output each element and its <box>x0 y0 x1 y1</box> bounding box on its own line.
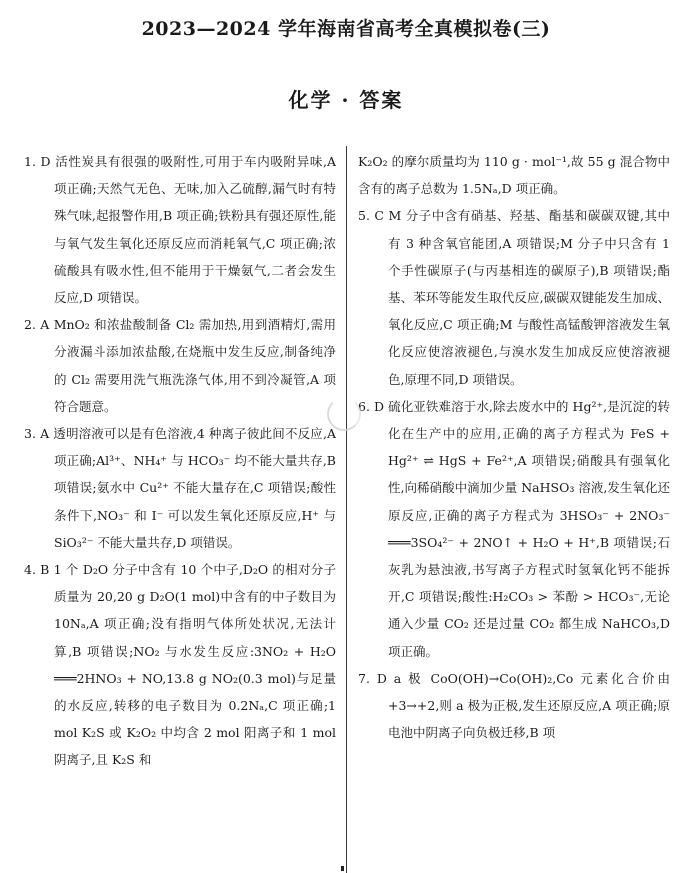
answer-continuation <box>358 148 670 202</box>
answer-text: 硫化亚铁难溶于水,除去废水中的 Hg²⁺,是沉淀的转化在生产中的应用,正确的离子方程式为 FeS + Hg²⁺ ⇌ HgS + Fe²⁺,A 项错误;硝酸具有强氧化性,向稀硝酸中滴加少量 NaHSO₃ 溶液,发生氧化还原反应,正确的离子方程式为 3HSO₃⁻ + 2NO₃⁻ ═══3SO₄²⁻ + 2NO↑ + H₂O + H⁺,B 项错误;石灰乳为悬浊液,书写离子方程式时氢氧化钙不能拆开,C 项错误;酸性:H₂CO₃ > 苯酚 > HCO₃⁻,无论通入少量 CO₂ 还是过量 CO₂ 都生成 NaHCO₃,D 项正确。 <box>384 398 670 659</box>
answer-number: 4. B <box>24 562 50 578</box>
answer-column-left <box>24 148 336 868</box>
answer-text: K₂O₂ 的摩尔质量均为 110 g · mol⁻¹,故 55 g 混合物中含有的离子总数为 1.5Nₐ,D 项正确。 <box>358 154 670 197</box>
answer-item <box>358 665 670 747</box>
answer-item <box>24 556 336 774</box>
answer-number: 7. D <box>358 670 387 686</box>
answer-item <box>358 202 670 392</box>
answer-number: 1. D <box>24 154 51 169</box>
answer-item <box>24 420 336 556</box>
answer-text: 透明溶液可以是有色溶液,4 种离子彼此间不反应,A 项正确;Al³⁺、NH₄⁺ 与 HCO₃⁻ 均不能大量共存,B 项错误;氨水中 Cu²⁺ 不能大量存在,C 项错误;酸性条件下,NO₃⁻ 和 I⁻ 可以发生氧化还原反应,H⁺ 与 SiO₃²⁻ 不能大量共存,D 项错误。 <box>49 426 336 550</box>
answer-text: 活性炭具有很强的吸附性,可用于车内吸附异味,A 项正确;天然气无色、无味,加入乙硫醇,漏气时有特殊气味,起报警作用,B 项正确;铁粉具有强还原性,能与氧气发生氧化还原反应而消耗氧气,C 项正确;浓硫酸具有吸水性,但不能用于干燥氨气,二者会发生反应,D 项错误。 <box>50 154 336 306</box>
answer-column-right <box>358 148 670 868</box>
answer-number: 3. A <box>24 426 50 442</box>
answer-text: M 分子中含有硝基、羟基、酯基和碳碳双键,其中有 3 种含氧官能团,A 项错误;M 分子中只含有 1 个手性碳原子(与丙基相连的碳原子),B 项错误;酯基、苯环等能发生取代反应,碳碳双键能发生加成、氧化反应,C 项正确;M 与酸性高锰酸钾溶液发生氧化反应使溶液褪色,与溴水发生加成反应使溶液褪色,原理不同,D 项错误。 <box>383 208 670 387</box>
page-marker <box>341 866 344 871</box>
page-subtitle: 化学 · 答案 <box>288 88 404 112</box>
page-title: 2023—2024 学年海南省高考全真模拟卷(三) <box>141 18 551 40</box>
answer-item <box>24 148 336 311</box>
answer-text: 1 个 D₂O 分子中含有 10 个中子,D₂O 的相对分子质量为 20,20 g D₂O(1 mol)中含有的中子数目为 10Nₐ,A 项正确;没有指明气体所处状况,无法计算,B 项错误;NO₂ 与水发生反应:3NO₂ + H₂O ═══2HNO₃ + NO,13.8 g NO₂(0.3 mol)与足量的水反应,转移的电子数目为 0.2Nₐ,C 项正确;1 mol K₂S 或 K₂O₂ 中均含 2 mol 阳离子和 1 mol 阴离子,且 K₂S 和 <box>49 562 336 768</box>
answer-number: 5. C <box>358 208 384 224</box>
answer-number: 6. D <box>358 398 385 414</box>
answer-text: MnO₂ 和浓盐酸制备 Cl₂ 需加热,用到酒精灯,需用分液漏斗添加浓盐酸,在烧瓶中发生反应,制备纯净的 Cl₂ 需要用洗气瓶洗涤气体,用不到冷凝管,A 项符合题意。 <box>49 317 336 414</box>
answer-item <box>358 393 670 665</box>
column-divider <box>346 146 347 873</box>
answer-number: 2. A <box>24 317 50 333</box>
answer-text: a 极 CoO(OH)→Co(OH)₂,Co 元素化合价由 +3→+2,则 a 极为正极,发生还原反应,A 项正确;原电池中阴离子向负极迁移,B 项 <box>386 670 670 741</box>
answer-item <box>24 311 336 420</box>
loading-spinner-icon <box>327 397 361 431</box>
